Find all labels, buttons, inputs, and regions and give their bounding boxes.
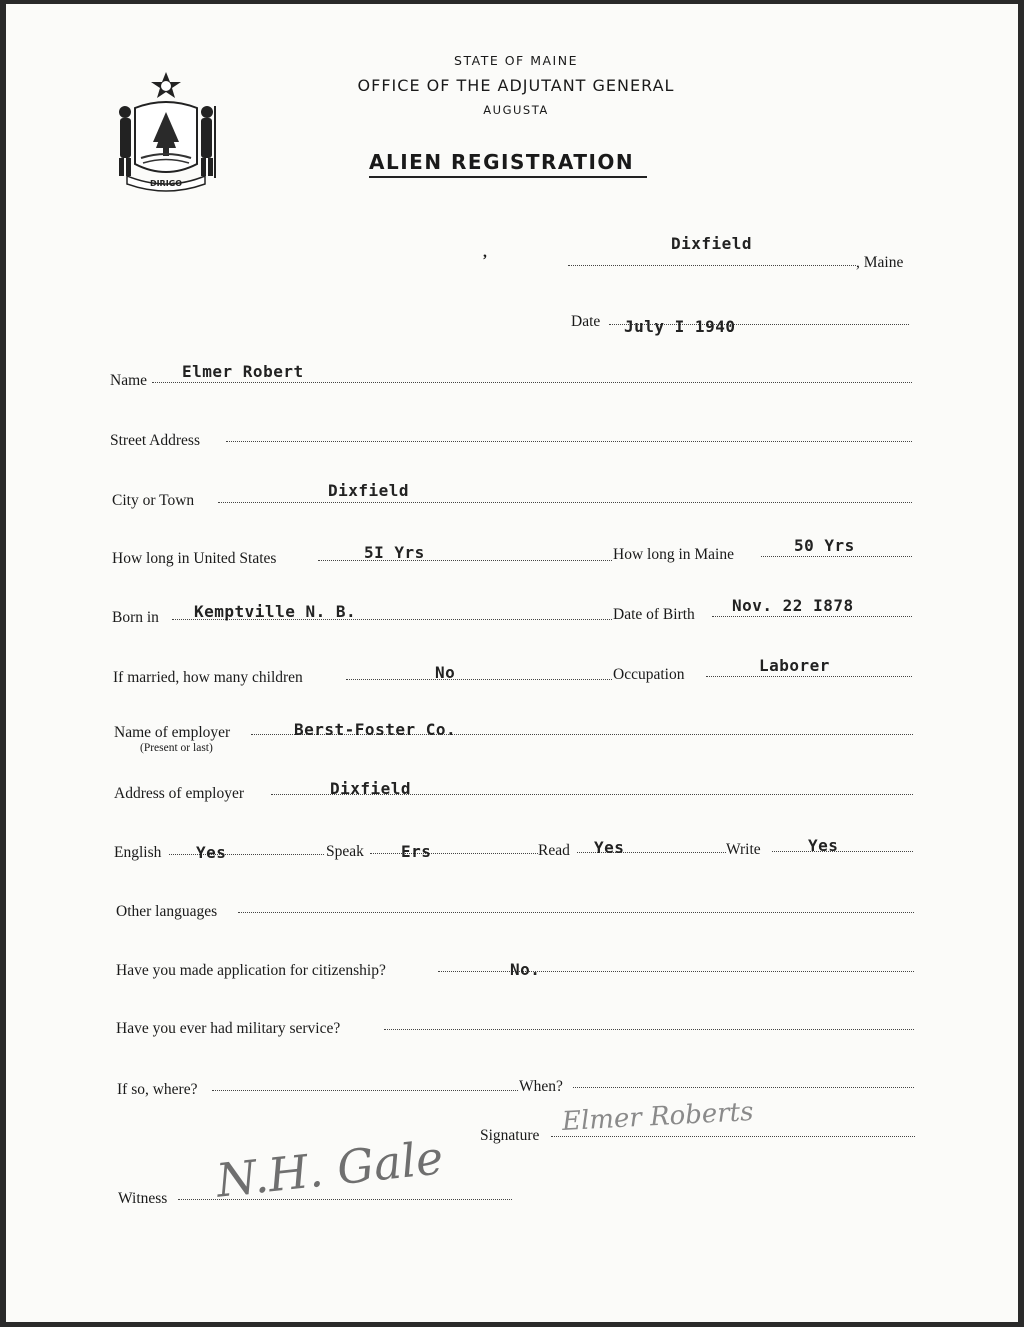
name-value: Elmer Robert: [182, 362, 304, 381]
header-city: AUGUSTA: [483, 103, 549, 117]
military-label: Have you ever had military service?: [116, 1020, 341, 1037]
signature-value: Elmer Roberts: [561, 1097, 755, 1137]
title-underline: [369, 176, 647, 178]
state-seal-icon: [113, 68, 219, 192]
location-comma: ,: [483, 244, 487, 261]
write-line: [772, 851, 913, 852]
years-us-label: How long in United States: [112, 550, 277, 567]
header-office: OFFICE OF THE ADJUTANT GENERAL: [357, 76, 675, 95]
read-value: Yes: [594, 838, 625, 857]
speak-line: [370, 853, 538, 854]
children-label: If married, how many children: [113, 669, 303, 686]
date-label: Date: [571, 313, 601, 330]
speak-label: Speak: [326, 843, 364, 860]
witness-label: Witness: [118, 1190, 168, 1207]
when-line: [573, 1087, 914, 1088]
read-label: Read: [538, 842, 570, 859]
english-value: Yes: [196, 843, 227, 862]
english-line: [169, 854, 324, 855]
years-maine-line: [761, 556, 912, 557]
employer-value: Berst-Foster Co.: [294, 720, 457, 739]
city-line: [218, 502, 912, 503]
employer-label: Name of employer: [114, 724, 231, 741]
date-value: July I 1940: [624, 317, 736, 336]
children-line: [346, 679, 612, 680]
employer-sublabel: (Present or last): [140, 742, 213, 754]
svg-text:DIRIGO: DIRIGO: [149, 179, 183, 188]
years-us-value: 5I Yrs: [364, 543, 425, 562]
write-label: Write: [726, 841, 761, 858]
city-label: City or Town: [112, 492, 195, 509]
write-value: Yes: [808, 836, 839, 855]
name-line: [152, 382, 912, 383]
occupation-label: Occupation: [613, 666, 685, 683]
street-line: [226, 441, 912, 442]
dob-line: [712, 616, 912, 617]
employer-address-label: Address of employer: [114, 785, 244, 802]
years-maine-value: 50 Yrs: [794, 536, 855, 555]
name-label: Name: [110, 372, 148, 389]
registration-form: [6, 4, 1018, 1322]
employer-address-value: Dixfield: [330, 779, 412, 798]
location-town: Dixfield: [671, 234, 753, 253]
occupation-value: Laborer: [759, 656, 830, 675]
english-label: English: [114, 844, 162, 861]
children-value: No: [435, 663, 456, 682]
signature-label: Signature: [480, 1127, 540, 1144]
street-label: Street Address: [110, 432, 200, 449]
born-in-value: Kemptville N. B.: [194, 602, 357, 621]
signature-line: [551, 1136, 915, 1137]
form-title: ALIEN REGISTRATION: [369, 150, 635, 174]
witness-value: N.H. Gale: [213, 1130, 446, 1208]
military-line: [384, 1029, 914, 1030]
header-state: STATE OF MAINE: [454, 53, 578, 68]
where-line: [212, 1090, 518, 1091]
born-in-label: Born in: [112, 609, 159, 626]
dob-value: Nov. 22 I878: [732, 596, 854, 615]
city-value: Dixfield: [328, 481, 410, 500]
where-label: If so, where?: [117, 1081, 198, 1098]
when-label: When?: [519, 1078, 563, 1095]
speak-value: Ers: [401, 842, 432, 861]
location-state-label: , Maine: [856, 254, 904, 271]
years-maine-label: How long in Maine: [613, 546, 734, 563]
occupation-line: [706, 676, 912, 677]
location-line: [568, 265, 856, 266]
years-us-line: [318, 560, 612, 561]
citizenship-value: No.: [510, 960, 541, 979]
dob-label: Date of Birth: [613, 606, 695, 623]
citizenship-label: Have you made application for citizenship?: [116, 962, 386, 979]
other-languages-label: Other languages: [116, 903, 218, 920]
other-languages-line: [238, 912, 914, 913]
